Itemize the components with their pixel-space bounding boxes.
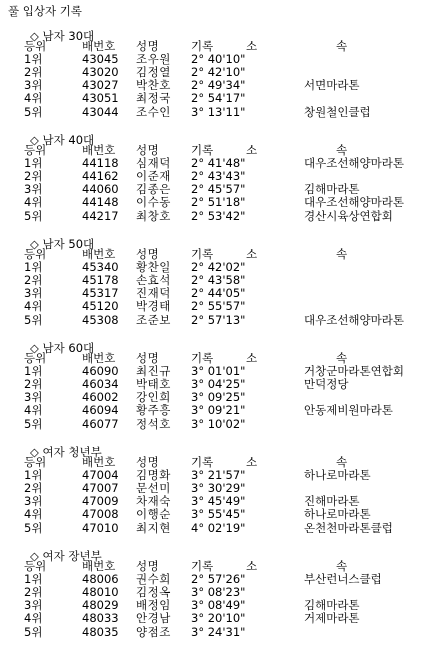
cell-rank: 1위: [24, 572, 43, 587]
table-row: [0, 573, 444, 586]
header-time: 기록: [191, 455, 214, 469]
table-row: [0, 365, 444, 378]
cell-time: 3° 09'21": [191, 403, 246, 418]
header-name: 성명: [136, 351, 160, 365]
cell-rank: 3위: [24, 78, 43, 93]
header-sok: 속: [336, 247, 348, 261]
cell-name: 박경태: [136, 299, 171, 314]
table-row: [0, 391, 444, 404]
table-row: [0, 53, 444, 66]
header-sok: 속: [336, 351, 348, 365]
cell-name: 최정국: [136, 91, 171, 106]
header-time: 기록: [191, 559, 214, 573]
cell-name: 김정열: [136, 65, 171, 80]
cell-bib: 45340: [82, 260, 119, 275]
cell-club: 진해마라톤: [304, 494, 360, 509]
section-heading: ◇ 여자 장년부: [30, 549, 102, 563]
section-heading: ◇ 남자 30대: [30, 29, 95, 43]
table-row: [0, 482, 444, 495]
table-row: [0, 626, 444, 639]
cell-rank: 1위: [24, 156, 43, 171]
header-so: 소: [246, 455, 258, 469]
cell-time: 2° 42'02": [191, 260, 246, 275]
cell-bib: 47007: [82, 481, 119, 496]
table-row: [0, 170, 444, 183]
table-row: [0, 92, 444, 105]
cell-name: 손효석: [136, 273, 171, 288]
table-row: [0, 522, 444, 535]
cell-bib: 45178: [82, 273, 119, 288]
cell-time: 2° 51'18": [191, 195, 246, 210]
cell-name: 조수인: [136, 104, 171, 119]
column-header-row: [0, 560, 444, 573]
section-heading: ◇ 남자 40대: [30, 133, 95, 147]
cell-rank: 5위: [24, 624, 43, 639]
table-row: [0, 79, 444, 92]
cell-bib: 43051: [82, 91, 119, 106]
cell-bib: 47004: [82, 468, 119, 483]
section-heading: ◇ 남자 60대: [30, 341, 95, 355]
cell-time: 3° 55'45": [191, 507, 246, 522]
cell-time: 3° 10'02": [191, 416, 246, 431]
cell-name: 이행순: [136, 507, 171, 522]
table-row: [0, 314, 444, 327]
column-header-row: [0, 352, 444, 365]
cell-club: 김해마라톤: [304, 182, 360, 197]
cell-rank: 4위: [24, 403, 43, 418]
cell-rank: 2위: [24, 377, 43, 392]
cell-rank: 4위: [24, 195, 43, 210]
header-time: 기록: [191, 143, 214, 157]
cell-name: 이수동: [136, 195, 171, 210]
cell-bib: 45120: [82, 299, 119, 314]
cell-name: 박찬호: [136, 78, 171, 93]
cell-bib: 45308: [82, 312, 119, 327]
cell-name: 조준보: [136, 312, 171, 327]
table-row: [0, 287, 444, 300]
header-rank: 등위: [24, 351, 47, 365]
header-name: 성명: [136, 39, 160, 53]
cell-name: 배정임: [136, 598, 171, 613]
cell-name: 안경남: [136, 611, 171, 626]
cell-bib: 47008: [82, 507, 119, 522]
cell-time: 3° 45'49": [191, 494, 246, 509]
cell-rank: 1위: [24, 52, 43, 67]
cell-name: 진재덕: [136, 286, 171, 301]
cell-rank: 2위: [24, 169, 43, 184]
header-bib: 배번호: [82, 39, 116, 53]
section-heading: ◇ 여자 청년부: [30, 445, 102, 459]
cell-time: 3° 24'31": [191, 624, 246, 639]
cell-bib: 47010: [82, 520, 119, 535]
header-bib: 배번호: [82, 559, 116, 573]
cell-time: 3° 09'25": [191, 390, 246, 405]
table-row: [0, 495, 444, 508]
header-so: 소: [246, 39, 258, 53]
header-so: 소: [246, 247, 258, 261]
section-heading: ◇ 남자 50대: [30, 237, 95, 251]
cell-rank: 3위: [24, 182, 43, 197]
cell-bib: 43044: [82, 104, 119, 119]
cell-time: 3° 04'25": [191, 377, 246, 392]
cell-name: 강인희: [136, 390, 171, 405]
cell-time: 3° 13'11": [191, 104, 246, 119]
cell-rank: 2위: [24, 585, 43, 600]
table-row: [0, 404, 444, 417]
cell-rank: 5위: [24, 520, 43, 535]
column-header-row: [0, 144, 444, 157]
cell-club: 부산런너스클럽: [304, 572, 382, 587]
cell-name: 황찬일: [136, 260, 171, 275]
cell-time: 2° 55'57": [191, 299, 246, 314]
cell-bib: 48029: [82, 598, 119, 613]
cell-club: 서면마라톤: [304, 78, 360, 93]
table-row: [0, 210, 444, 223]
cell-bib: 48033: [82, 611, 119, 626]
cell-club: 하나로마라톤: [304, 468, 371, 483]
cell-rank: 1위: [24, 364, 43, 379]
cell-club: 대우조선해양마라톤: [304, 195, 404, 210]
cell-name: 김명화: [136, 468, 171, 483]
cell-rank: 1위: [24, 468, 43, 483]
cell-time: 2° 40'10": [191, 52, 246, 67]
cell-club: 안동제비원마라톤: [304, 403, 393, 418]
cell-club: 대우조선해양마라톤: [304, 156, 404, 171]
cell-name: 김정옥: [136, 585, 171, 600]
header-name: 성명: [136, 143, 160, 157]
table-row: [0, 586, 444, 599]
cell-club: 김해마라톤: [304, 598, 360, 613]
cell-name: 정석호: [136, 416, 171, 431]
header-sok: 속: [336, 39, 348, 53]
table-row: [0, 300, 444, 313]
header-bib: 배번호: [82, 351, 116, 365]
cell-rank: 4위: [24, 91, 43, 106]
header-bib: 배번호: [82, 455, 116, 469]
cell-bib: 44060: [82, 182, 119, 197]
table-row: [0, 418, 444, 431]
cell-name: 차재숙: [136, 494, 171, 509]
table-row: [0, 274, 444, 287]
cell-time: 2° 45'57": [191, 182, 246, 197]
cell-bib: 45317: [82, 286, 119, 301]
cell-rank: 1위: [24, 260, 43, 275]
cell-name: 황주흥: [136, 403, 171, 418]
cell-bib: 46094: [82, 403, 119, 418]
cell-club: 대우조선해양마라톤: [304, 312, 404, 327]
header-bib: 배번호: [82, 247, 116, 261]
cell-bib: 46002: [82, 390, 119, 405]
cell-club: 하나로마라톤: [304, 507, 371, 522]
column-header-row: [0, 456, 444, 469]
cell-name: 문선미: [136, 481, 171, 496]
cell-bib: 48006: [82, 572, 119, 587]
header-sok: 속: [336, 455, 348, 469]
table-row: [0, 508, 444, 521]
header-rank: 등위: [24, 247, 47, 261]
cell-name: 최창호: [136, 208, 171, 223]
cell-name: 박태호: [136, 377, 171, 392]
cell-time: 2° 43'43": [191, 169, 246, 184]
cell-rank: 3위: [24, 390, 43, 405]
cell-time: 2° 44'05": [191, 286, 246, 301]
column-header-row: [0, 248, 444, 261]
header-name: 성명: [136, 247, 160, 261]
cell-club: 온천천마라톤클럽: [304, 520, 393, 535]
table-row: [0, 66, 444, 79]
table-row: [0, 599, 444, 612]
cell-name: 권수희: [136, 572, 171, 587]
cell-time: 2° 42'10": [191, 65, 246, 80]
cell-rank: 3위: [24, 286, 43, 301]
cell-bib: 43027: [82, 78, 119, 93]
cell-time: 2° 54'17": [191, 91, 246, 106]
cell-bib: 43045: [82, 52, 119, 67]
table-row: [0, 196, 444, 209]
cell-time: 2° 57'13": [191, 312, 246, 327]
cell-rank: 2위: [24, 65, 43, 80]
header-rank: 등위: [24, 559, 47, 573]
cell-rank: 4위: [24, 611, 43, 626]
cell-time: 2° 49'34": [191, 78, 246, 93]
header-time: 기록: [191, 351, 214, 365]
document-title: 풀 입상자 기록: [8, 4, 82, 18]
cell-time: 3° 30'29": [191, 481, 246, 496]
cell-rank: 5위: [24, 312, 43, 327]
table-row: [0, 469, 444, 482]
cell-time: 3° 01'01": [191, 364, 246, 379]
cell-rank: 4위: [24, 507, 43, 522]
cell-name: 김종은: [136, 182, 171, 197]
header-name: 성명: [136, 559, 160, 573]
cell-club: 거창군마라톤연합회: [304, 364, 404, 379]
header-bib: 배번호: [82, 143, 116, 157]
cell-time: 2° 43'58": [191, 273, 246, 288]
table-row: [0, 157, 444, 170]
header-name: 성명: [136, 455, 160, 469]
header-so: 소: [246, 143, 258, 157]
column-header-row: [0, 40, 444, 53]
cell-club: 경산시육상연합회: [304, 208, 393, 223]
cell-bib: 46034: [82, 377, 119, 392]
header-rank: 등위: [24, 143, 47, 157]
table-row: [0, 183, 444, 196]
header-so: 소: [246, 351, 258, 365]
cell-bib: 46077: [82, 416, 119, 431]
cell-rank: 3위: [24, 598, 43, 613]
header-sok: 속: [336, 143, 348, 157]
cell-bib: 47009: [82, 494, 119, 509]
header-rank: 등위: [24, 39, 47, 53]
cell-time: 3° 20'10": [191, 611, 246, 626]
cell-rank: 5위: [24, 104, 43, 119]
cell-time: 4° 02'19": [191, 520, 246, 535]
header-time: 기록: [191, 39, 214, 53]
header-rank: 등위: [24, 455, 47, 469]
cell-name: 양점조: [136, 624, 171, 639]
table-row: [0, 612, 444, 625]
cell-name: 조우원: [136, 52, 171, 67]
table-row: [0, 106, 444, 119]
cell-time: 3° 08'23": [191, 585, 246, 600]
cell-bib: 48010: [82, 585, 119, 600]
cell-club: 거제마라톤: [304, 611, 360, 626]
cell-name: 심재덕: [136, 156, 171, 171]
cell-bib: 48035: [82, 624, 119, 639]
header-sok: 속: [336, 559, 348, 573]
cell-rank: 2위: [24, 481, 43, 496]
cell-club: 창원철인클럽: [304, 104, 371, 119]
cell-time: 2° 53'42": [191, 208, 246, 223]
cell-name: 최지현: [136, 520, 171, 535]
cell-bib: 43020: [82, 65, 119, 80]
cell-bib: 46090: [82, 364, 119, 379]
cell-rank: 5위: [24, 208, 43, 223]
cell-time: 2° 57'26": [191, 572, 246, 587]
cell-rank: 2위: [24, 273, 43, 288]
cell-rank: 4위: [24, 299, 43, 314]
cell-club: 만덕정당: [304, 377, 349, 392]
table-row: [0, 261, 444, 274]
cell-bib: 44118: [82, 156, 119, 171]
cell-bib: 44148: [82, 195, 119, 210]
cell-time: 2° 41'48": [191, 156, 246, 171]
cell-rank: 3위: [24, 494, 43, 509]
cell-time: 3° 08'49": [191, 598, 246, 613]
cell-time: 3° 21'57": [191, 468, 246, 483]
header-time: 기록: [191, 247, 214, 261]
cell-bib: 44217: [82, 208, 119, 223]
cell-name: 이준재: [136, 169, 171, 184]
cell-rank: 5위: [24, 416, 43, 431]
cell-name: 최진규: [136, 364, 171, 379]
table-row: [0, 378, 444, 391]
cell-bib: 44162: [82, 169, 119, 184]
header-so: 소: [246, 559, 258, 573]
